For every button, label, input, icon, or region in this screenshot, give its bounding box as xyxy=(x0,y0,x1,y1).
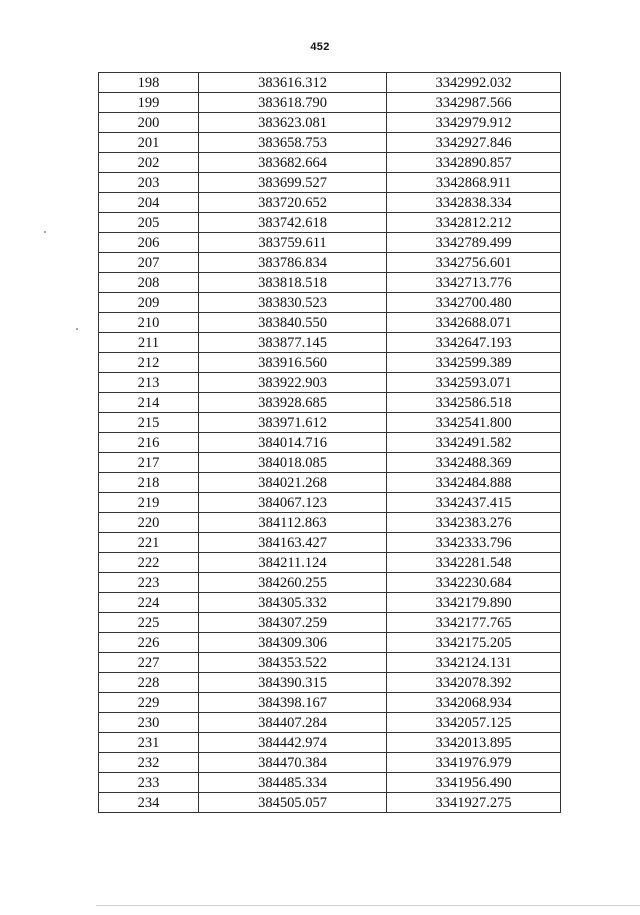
x-coordinate-cell: 383830.523 xyxy=(199,293,387,313)
y-coordinate-cell: 3342177.765 xyxy=(387,613,561,633)
table-row xyxy=(99,373,561,393)
table-row xyxy=(99,493,561,513)
table-row xyxy=(99,313,561,333)
y-coordinate-cell: 3342868.911 xyxy=(387,173,561,193)
y-coordinate-cell: 3342586.518 xyxy=(387,393,561,413)
point-number-cell: 207 xyxy=(99,253,199,273)
table-row xyxy=(99,393,561,413)
table-row xyxy=(99,753,561,773)
y-coordinate-cell: 3342124.131 xyxy=(387,653,561,673)
point-number-cell: 208 xyxy=(99,273,199,293)
point-number-cell: 198 xyxy=(99,73,199,93)
y-coordinate-cell: 3342700.480 xyxy=(387,293,561,313)
x-coordinate-cell: 383786.834 xyxy=(199,253,387,273)
coordinate-table xyxy=(98,72,561,813)
point-number-cell: 199 xyxy=(99,93,199,113)
table-row xyxy=(99,413,561,433)
y-coordinate-cell: 3341927.275 xyxy=(387,793,561,813)
x-coordinate-cell: 384309.306 xyxy=(199,633,387,653)
x-coordinate-cell: 384390.315 xyxy=(199,673,387,693)
y-coordinate-cell: 3342179.890 xyxy=(387,593,561,613)
x-coordinate-cell: 384021.268 xyxy=(199,473,387,493)
table-row xyxy=(99,573,561,593)
x-coordinate-cell: 383928.685 xyxy=(199,393,387,413)
point-number-cell: 201 xyxy=(99,133,199,153)
y-coordinate-cell: 3342078.392 xyxy=(387,673,561,693)
table-row xyxy=(99,713,561,733)
y-coordinate-cell: 3342013.895 xyxy=(387,733,561,753)
point-number-cell: 200 xyxy=(99,113,199,133)
point-number-cell: 229 xyxy=(99,693,199,713)
point-number-cell: 233 xyxy=(99,773,199,793)
x-coordinate-cell: 384353.522 xyxy=(199,653,387,673)
x-coordinate-cell: 384307.259 xyxy=(199,613,387,633)
point-number-cell: 223 xyxy=(99,573,199,593)
x-coordinate-cell: 383623.081 xyxy=(199,113,387,133)
y-coordinate-cell: 3342713.776 xyxy=(387,273,561,293)
point-number-cell: 211 xyxy=(99,333,199,353)
x-coordinate-cell: 384014.716 xyxy=(199,433,387,453)
x-coordinate-cell: 383682.664 xyxy=(199,153,387,173)
x-coordinate-cell: 384398.167 xyxy=(199,693,387,713)
x-coordinate-cell: 384470.384 xyxy=(199,753,387,773)
x-coordinate-cell: 383742.618 xyxy=(199,213,387,233)
x-coordinate-cell: 383818.518 xyxy=(199,273,387,293)
point-number-cell: 221 xyxy=(99,533,199,553)
point-number-cell: 205 xyxy=(99,213,199,233)
x-coordinate-cell: 384407.284 xyxy=(199,713,387,733)
y-coordinate-cell: 3342838.334 xyxy=(387,193,561,213)
y-coordinate-cell: 3342593.071 xyxy=(387,373,561,393)
table-row xyxy=(99,653,561,673)
y-coordinate-cell: 3342068.934 xyxy=(387,693,561,713)
table-row xyxy=(99,333,561,353)
point-number-cell: 222 xyxy=(99,553,199,573)
table-row xyxy=(99,453,561,473)
point-number-cell: 220 xyxy=(99,513,199,533)
x-coordinate-cell: 383658.753 xyxy=(199,133,387,153)
table-row xyxy=(99,233,561,253)
point-number-cell: 225 xyxy=(99,613,199,633)
x-coordinate-cell: 384260.255 xyxy=(199,573,387,593)
x-coordinate-cell: 384018.085 xyxy=(199,453,387,473)
table-row xyxy=(99,773,561,793)
y-coordinate-cell: 3342175.205 xyxy=(387,633,561,653)
scan-edge-line xyxy=(96,905,640,906)
table-row xyxy=(99,433,561,453)
y-coordinate-cell: 3342789.499 xyxy=(387,233,561,253)
point-number-cell: 224 xyxy=(99,593,199,613)
table-row xyxy=(99,513,561,533)
y-coordinate-cell: 3342484.888 xyxy=(387,473,561,493)
x-coordinate-cell: 383720.652 xyxy=(199,193,387,213)
y-coordinate-cell: 3342488.369 xyxy=(387,453,561,473)
point-number-cell: 231 xyxy=(99,733,199,753)
y-coordinate-cell: 3342491.582 xyxy=(387,433,561,453)
point-number-cell: 232 xyxy=(99,753,199,773)
x-coordinate-cell: 383616.312 xyxy=(199,73,387,93)
table-row xyxy=(99,533,561,553)
point-number-cell: 217 xyxy=(99,453,199,473)
point-number-cell: 215 xyxy=(99,413,199,433)
point-number-cell: 227 xyxy=(99,653,199,673)
table-row xyxy=(99,213,561,233)
point-number-cell: 230 xyxy=(99,713,199,733)
table-row xyxy=(99,73,561,93)
x-coordinate-cell: 384112.863 xyxy=(199,513,387,533)
table-row xyxy=(99,293,561,313)
point-number-cell: 226 xyxy=(99,633,199,653)
y-coordinate-cell: 3342230.684 xyxy=(387,573,561,593)
point-number-cell: 209 xyxy=(99,293,199,313)
x-coordinate-cell: 384211.124 xyxy=(199,553,387,573)
table-row xyxy=(99,353,561,373)
y-coordinate-cell: 3342756.601 xyxy=(387,253,561,273)
scan-speck xyxy=(44,231,46,233)
table-row xyxy=(99,593,561,613)
coordinate-table-body xyxy=(99,73,561,813)
y-coordinate-cell: 3342927.846 xyxy=(387,133,561,153)
y-coordinate-cell: 3342281.548 xyxy=(387,553,561,573)
table-row xyxy=(99,693,561,713)
table-row xyxy=(99,133,561,153)
x-coordinate-cell: 384442.974 xyxy=(199,733,387,753)
point-number-cell: 216 xyxy=(99,433,199,453)
x-coordinate-cell: 384067.123 xyxy=(199,493,387,513)
y-coordinate-cell: 3342647.193 xyxy=(387,333,561,353)
point-number-cell: 213 xyxy=(99,373,199,393)
x-coordinate-cell: 383618.790 xyxy=(199,93,387,113)
table-row xyxy=(99,153,561,173)
page-number: 452 xyxy=(310,41,330,53)
table-row xyxy=(99,193,561,213)
y-coordinate-cell: 3342979.912 xyxy=(387,113,561,133)
x-coordinate-cell: 383922.903 xyxy=(199,373,387,393)
point-number-cell: 234 xyxy=(99,793,199,813)
table-row xyxy=(99,93,561,113)
x-coordinate-cell: 384485.334 xyxy=(199,773,387,793)
x-coordinate-cell: 383759.611 xyxy=(199,233,387,253)
x-coordinate-cell: 384505.057 xyxy=(199,793,387,813)
point-number-cell: 210 xyxy=(99,313,199,333)
table-row xyxy=(99,113,561,133)
point-number-cell: 218 xyxy=(99,473,199,493)
y-coordinate-cell: 3342812.212 xyxy=(387,213,561,233)
y-coordinate-cell: 3342688.071 xyxy=(387,313,561,333)
y-coordinate-cell: 3342599.389 xyxy=(387,353,561,373)
y-coordinate-cell: 3341956.490 xyxy=(387,773,561,793)
point-number-cell: 204 xyxy=(99,193,199,213)
y-coordinate-cell: 3342057.125 xyxy=(387,713,561,733)
table-row xyxy=(99,733,561,753)
table-row xyxy=(99,253,561,273)
y-coordinate-cell: 3342383.276 xyxy=(387,513,561,533)
x-coordinate-cell: 383699.527 xyxy=(199,173,387,193)
table-row xyxy=(99,673,561,693)
table-row xyxy=(99,273,561,293)
y-coordinate-cell: 3342541.800 xyxy=(387,413,561,433)
y-coordinate-cell: 3342437.415 xyxy=(387,493,561,513)
table-row xyxy=(99,793,561,813)
table-row xyxy=(99,173,561,193)
point-number-cell: 203 xyxy=(99,173,199,193)
y-coordinate-cell: 3342987.566 xyxy=(387,93,561,113)
x-coordinate-cell: 383916.560 xyxy=(199,353,387,373)
point-number-cell: 219 xyxy=(99,493,199,513)
table-row xyxy=(99,553,561,573)
table-row xyxy=(99,473,561,493)
scan-speck xyxy=(76,328,78,330)
y-coordinate-cell: 3342992.032 xyxy=(387,73,561,93)
y-coordinate-cell: 3341976.979 xyxy=(387,753,561,773)
x-coordinate-cell: 383877.145 xyxy=(199,333,387,353)
point-number-cell: 212 xyxy=(99,353,199,373)
x-coordinate-cell: 383840.550 xyxy=(199,313,387,333)
x-coordinate-cell: 384163.427 xyxy=(199,533,387,553)
point-number-cell: 214 xyxy=(99,393,199,413)
y-coordinate-cell: 3342890.857 xyxy=(387,153,561,173)
x-coordinate-cell: 383971.612 xyxy=(199,413,387,433)
point-number-cell: 202 xyxy=(99,153,199,173)
table-row xyxy=(99,633,561,653)
x-coordinate-cell: 384305.332 xyxy=(199,593,387,613)
table-row xyxy=(99,613,561,633)
point-number-cell: 228 xyxy=(99,673,199,693)
point-number-cell: 206 xyxy=(99,233,199,253)
y-coordinate-cell: 3342333.796 xyxy=(387,533,561,553)
